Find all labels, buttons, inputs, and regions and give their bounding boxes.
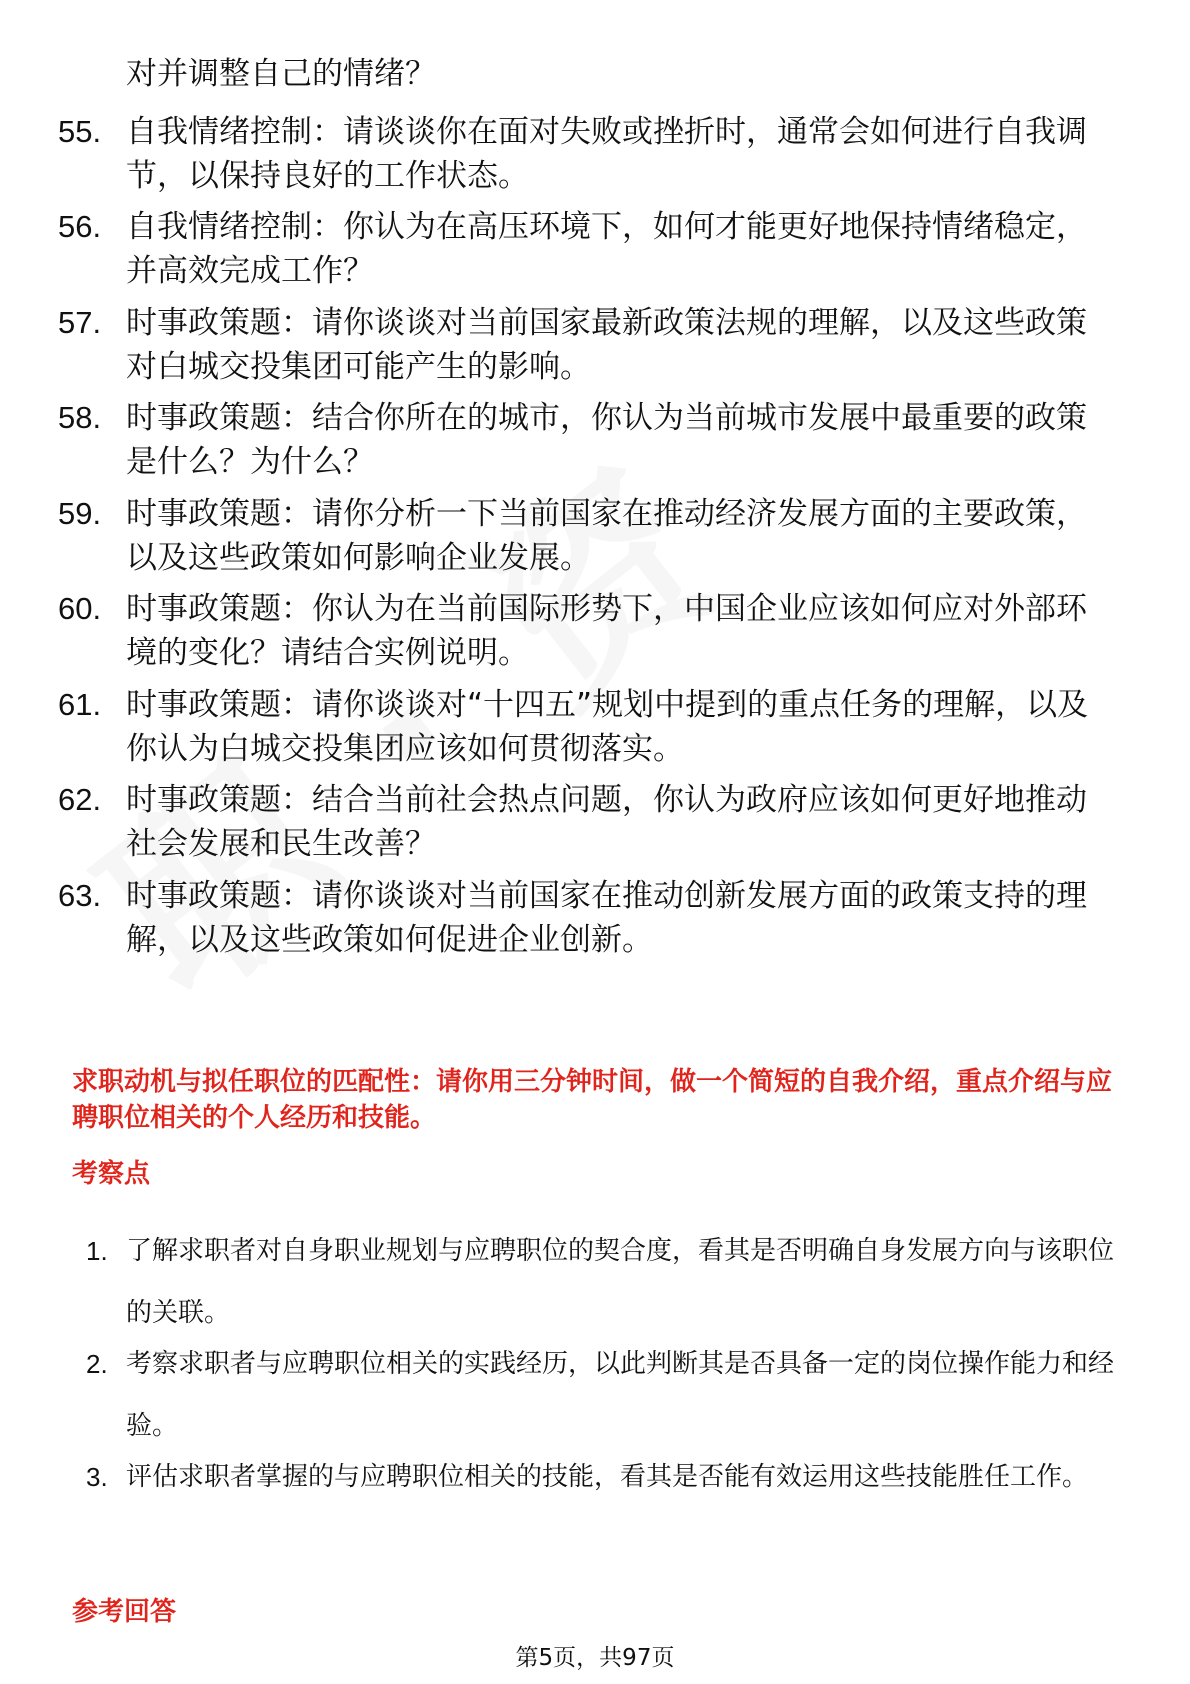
question-item-59 bbox=[58, 492, 1108, 580]
section-intro: 求职动机与拟任职位的匹配性：请你用三分钟时间，做一个简短的自我介绍，重点介绍与应聘职位相关的个人经历和技能。 bbox=[72, 1067, 1113, 1133]
question-item-62 bbox=[58, 778, 1108, 866]
question-item-61 bbox=[58, 683, 1108, 771]
page-number: 第5页，共97页 bbox=[515, 1645, 675, 1671]
point-item-1 bbox=[86, 1220, 1116, 1344]
answer-title: 参考回答 bbox=[72, 1597, 177, 1627]
continuation-text: 对并调整自己的情绪？ bbox=[126, 56, 436, 92]
question-number: 63. bbox=[58, 878, 102, 913]
question-text: 时事政策题：结合你所在的城市，你认为当前城市发展中最重要的政策是什么？为什么？ bbox=[126, 400, 1087, 480]
question-item-56 bbox=[58, 205, 1108, 293]
points-title: 考察点 bbox=[72, 1159, 151, 1189]
point-text: 评估求职者掌握的与应聘职位相关的技能，看其是否能有效运用这些技能胜任工作。 bbox=[126, 1462, 1089, 1492]
point-item-3 bbox=[86, 1446, 1116, 1508]
question-text: 时事政策题：结合当前社会热点问题，你认为政府应该如何更好地推动社会发展和民生改善？ bbox=[126, 782, 1087, 862]
question-number: 59. bbox=[58, 496, 102, 531]
question-number: 60. bbox=[58, 591, 102, 626]
question-text: 自我情绪控制：你认为在高压环境下，如何才能更好地保持情绪稳定，并高效完成工作？ bbox=[126, 209, 1087, 289]
question-text: 自我情绪控制：请谈谈你在面对失败或挫折时，通常会如何进行自我调节，以保持良好的工作状态。 bbox=[126, 114, 1087, 194]
point-number: 2. bbox=[86, 1349, 108, 1379]
question-text: 时事政策题：请你谈谈对当前国家在推动创新发展方面的政策支持的理解，以及这些政策如何促进企业创新。 bbox=[126, 878, 1087, 958]
question-item-58 bbox=[58, 396, 1108, 484]
question-text: 时事政策题：请你谈谈对“十四五”规划中提到的重点任务的理解，以及你认为白城交投集团应该如何贯彻落实。 bbox=[126, 687, 1089, 767]
point-number: 1. bbox=[86, 1236, 108, 1266]
question-item-63 bbox=[58, 874, 1108, 962]
point-text: 考察求职者与应聘职位相关的实践经历，以此判断其是否具备一定的岗位操作能力和经验。 bbox=[126, 1349, 1115, 1441]
question-number: 56. bbox=[58, 209, 102, 244]
question-item-55 bbox=[58, 110, 1108, 198]
question-item-57 bbox=[58, 301, 1108, 389]
question-number: 57. bbox=[58, 305, 102, 340]
question-number: 58. bbox=[58, 400, 102, 435]
point-text: 了解求职者对自身职业规划与应聘职位的契合度，看其是否明确自身发展方向与该职位的关联。 bbox=[126, 1236, 1115, 1328]
question-number: 62. bbox=[58, 782, 102, 817]
question-number: 61. bbox=[58, 687, 102, 722]
point-number: 3. bbox=[86, 1462, 108, 1492]
question-item-60 bbox=[58, 587, 1108, 675]
question-number: 55. bbox=[58, 114, 102, 149]
question-text: 时事政策题：请你分析一下当前国家在推动经济发展方面的主要政策，以及这些政策如何影响企业发展。 bbox=[126, 496, 1087, 576]
point-item-2 bbox=[86, 1333, 1116, 1457]
question-text: 时事政策题：你认为在当前国际形势下，中国企业应该如何应对外部环境的变化？请结合实例说明。 bbox=[126, 591, 1087, 671]
question-text: 时事政策题：请你谈谈对当前国家最新政策法规的理解，以及这些政策对白城交投集团可能产生的影响。 bbox=[126, 305, 1087, 385]
